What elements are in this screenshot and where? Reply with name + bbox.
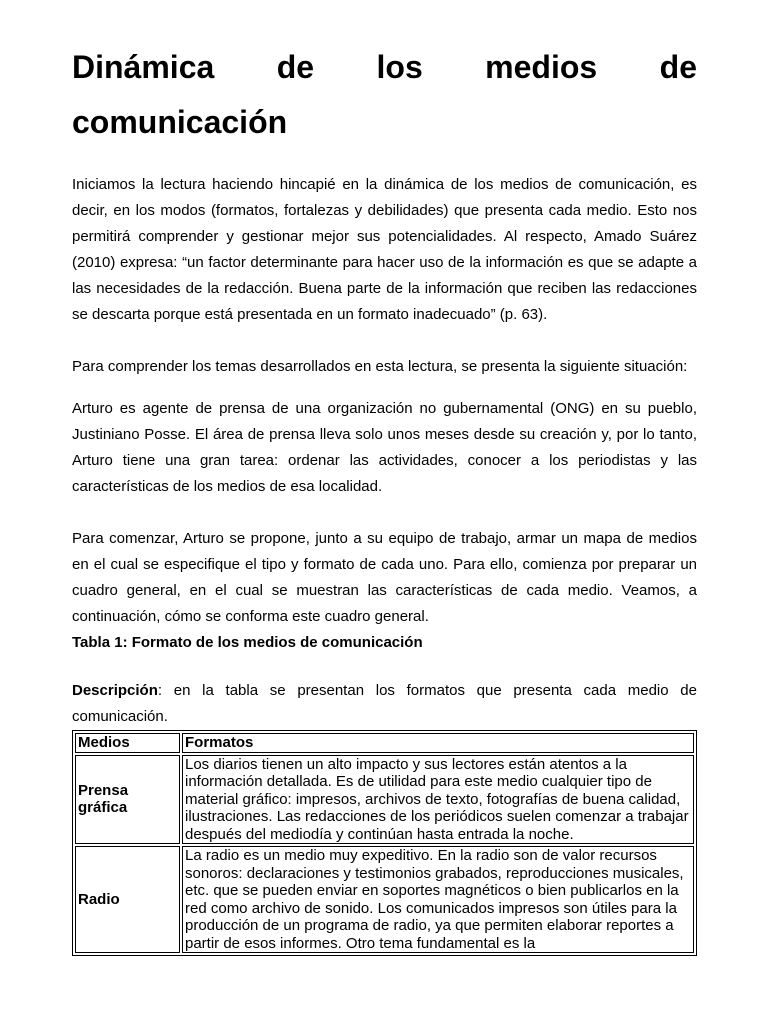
situation-paragraph: Para comprender los temas desarrollados en esta lectura, se presenta la siguiente situación: <box>72 358 688 375</box>
document-page <box>72 40 697 956</box>
page-title: Dinámica de los medios de comunicación <box>72 49 697 140</box>
plan-paragraph: Para comenzar, Arturo se propone, junto a su equipo de trabajo, armar un mapa de medios en el cual se especifique el tipo y formato de cada uno. Para ello, comienza por preparar un cuadro general, en el cual se muestran las características de cada medio. Veamos, a continuación, cómo se conforma este cuadro general. <box>72 530 697 625</box>
intro-paragraph: Iniciamos la lectura haciendo hincapié en la dinámica de los medios de comunicación, es decir, en los modos (formatos, fortalezas y debilidades) que presenta cada medio. Esto nos permitirá comprender y gestionar mejor sus potencialidades. Al respecto, Amado Suárez (2010) expresa: “un factor determinante para hacer uso de la información es que se adapte a las necesidades de la redacción. Buena parte de la información que reciben las redacciones se descarta porque está presentada en un formato inadecuado” (p. 63). <box>72 176 697 323</box>
table-caption: Tabla 1: Formato de los medios de comunicación <box>72 634 423 651</box>
row-formato-radio: La radio es un medio muy expeditivo. En la radio son de valor recursos sonoros: declaraciones y testimonios grabados, reproducciones musicales, etc. que se pueden enviar en soportes magnéticos o bien publicarlos en la red como archivo de sonido. Los comunicados impresos son útiles para la producción de un programa de radio, ya que permiten elaborar reportes a partir de esos informes. Otro tema fundamental es la <box>182 846 694 953</box>
header-medios: Medios <box>75 733 180 753</box>
description-paragraph <box>72 678 697 730</box>
row-medio-prensa: Prensa gráfica <box>75 755 180 845</box>
table-header-row <box>75 733 694 753</box>
arturo-paragraph: Arturo es agente de prensa de una organización no gubernamental (ONG) en su pueblo, Justiniano Posse. El área de prensa lleva solo unos meses desde su creación y, por lo tanto, Arturo tiene una gran tarea: ordenar las actividades, conocer a los periodistas y las características de los medios de esa localidad. <box>72 400 697 495</box>
description-text: : en la tabla se presentan los formatos que presenta cada medio de comunicación. <box>72 682 697 725</box>
description-label: Descripción <box>72 682 158 699</box>
table-row <box>75 755 694 845</box>
row-formato-prensa: Los diarios tienen un alto impacto y sus lectores están atentos a la información detallada. Es de utilidad para este medio cualquier tipo de material gráfico: impresos, archivos de texto, fotografías de buena calidad, ilustraciones. Las redacciones de los periódicos suelen comenzar a trabajar después del mediodía y continúan hasta entrada la noche. <box>182 755 694 845</box>
row-medio-radio: Radio <box>75 846 180 953</box>
header-formatos: Formatos <box>182 733 694 753</box>
media-formats-table <box>72 730 697 956</box>
table-row <box>75 846 694 953</box>
